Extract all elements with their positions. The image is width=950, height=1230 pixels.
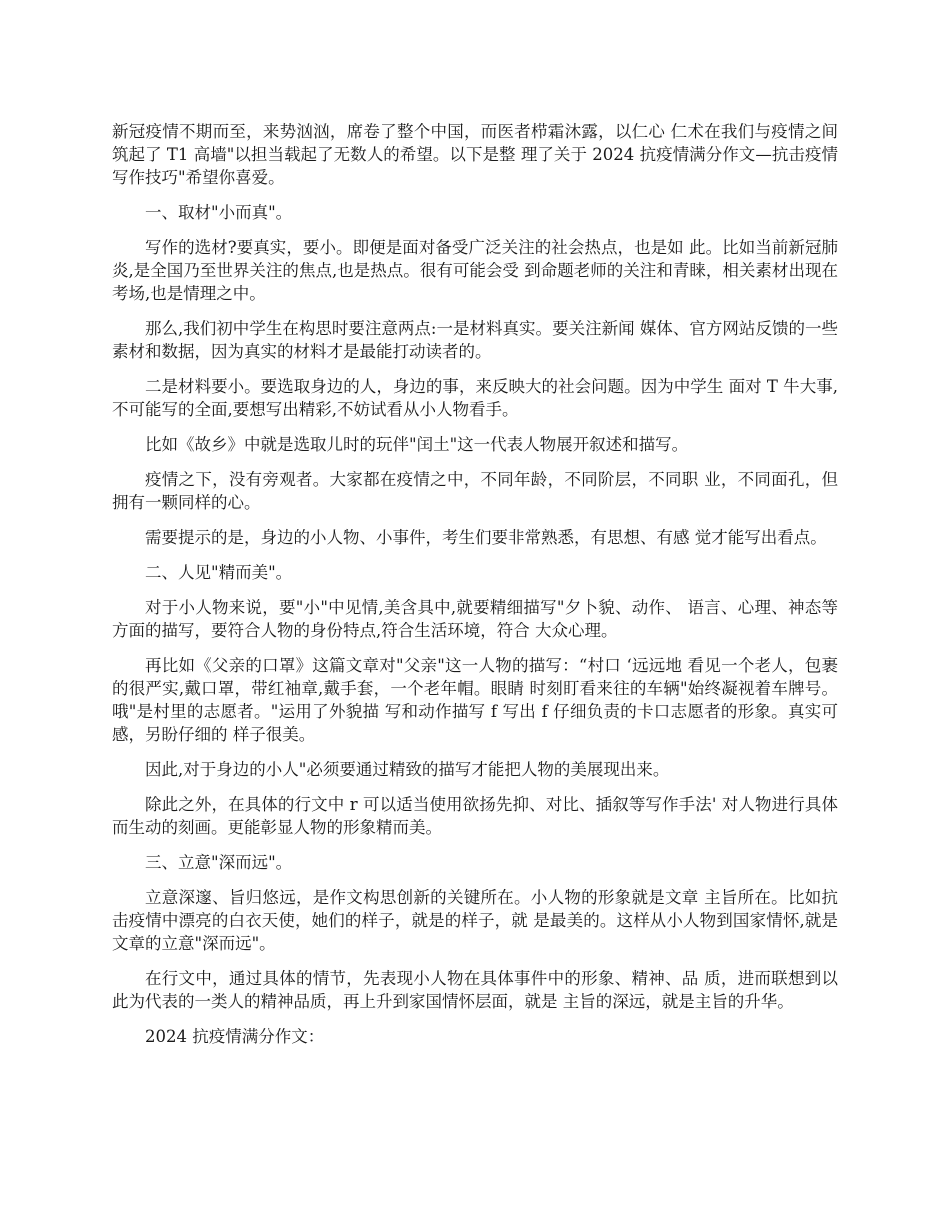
section-heading-3: 三、立意"深而远"。 [145,853,293,872]
paragraph: 二是材料要小。要选取身边的人，身边的事，来反映大的社会问题。因为中学生 面对 T 牛大事,不可能写的全面,要想写出精彩,不妨试看从小人物看手。 [112,377,838,419]
paragraph: 立意深邃、旨归悠远，是作文构思创新的关键所在。小人物的形象就是文章 主旨所在。比如抗击疫情中漂亮的白衣天使，她们的样子，就是的样子，就 是最美的。这样从小人物到国家情怀,就是文章的立意"深而远"。 [112,888,838,953]
paragraph: 疫情之下，没有旁观者。大家都在疫情之中，不同年龄，不同阶层，不同职 业，不同面孔，但拥有一颗同样的心。 [112,470,838,512]
paragraph: 因此,对于身边的小人"必须要通过精致的描写才能把人物的美展现出来。 [145,760,670,779]
paragraph: 写作的选材?要真实，要小。即便是面对备受广泛关注的社会热点，也是如 此。比如当前新冠肺炎,是全国乃至世界关注的焦点,也是热点。很有可能会受 到命题老师的关注和青睐，相关素材出现在考场,也是情理之中。 [112,238,838,303]
paragraph: 在行文中，通过具体的情节，先表现小人物在具体事件中的形象、精神、品 质，进而联想到以此为代表的一类人的精神品质，再上升到家国情怀层面，就是 主旨的深远，就是主旨的升华。 [112,969,838,1011]
paragraph: 需要提示的是，身边的小人物、小事件，考生们要非常熟悉，有思想、有感 觉才能写出看点。 [145,528,827,547]
paragraph: 再比如《父亲的口罩》这篇文章对"父亲"这一人物的描写：“村口 ‘远远地 看见一个老人，包裹的很严实,戴口罩，带红袖章,戴手套，一个老年帽。眼睛 时刻盯看来往的车辆"始终凝视着车牌号。哦"是村里的志愿者。"运用了外貌描 写和动作描写 f 写出 f 仔细负责的卡口志愿者的形象。真实可感，另盼仔细的 样子很美。 [112,656,838,744]
paragraph: 比如《故乡》中就是选取儿时的玩伴"闰土"这一代表人物展开叙述和描写。 [145,435,689,454]
section-heading-1: 一、取材"小而真"。 [145,203,293,222]
document-body [112,120,838,1060]
section-heading-2: 二、人见"精而美"。 [145,563,293,582]
paragraph: 那么,我们初中学生在构思时要注意两点:一是材料真实。要关注新闻 媒体、官方网站反馈的一些素材和数据，因为真实的材料才是最能打动读者的。 [112,319,838,361]
intro-paragraph: 新冠疫情不期而至，来势汹汹，席卷了整个中国，而医者栉霜沐露，以仁心 仁术在我们与疫情之间筑起了 T1 高墙"以担当载起了无数人的希望。以下是整 理了关于 2024 抗疫情满分作文—抗击疫情写作技巧"希望你喜爱。 [112,122,838,187]
paragraph: 除此之外，在具体的行文中 r 可以适当使用欲扬先抑、对比、插叙等写作手法' 对人物进行具体而生动的刻画。更能彰显人物的形象精而美。 [112,795,838,837]
paragraph: 对于小人物来说，要"小"中见情,美含具中,就要精细描写"夕卜貌、动作、 语言、心理、神态等方面的描写，要符合人物的身份特点,符合生活环境，符合 大众心理。 [112,598,838,640]
closing-line: 2024 抗疫情满分作文： [145,1027,325,1046]
